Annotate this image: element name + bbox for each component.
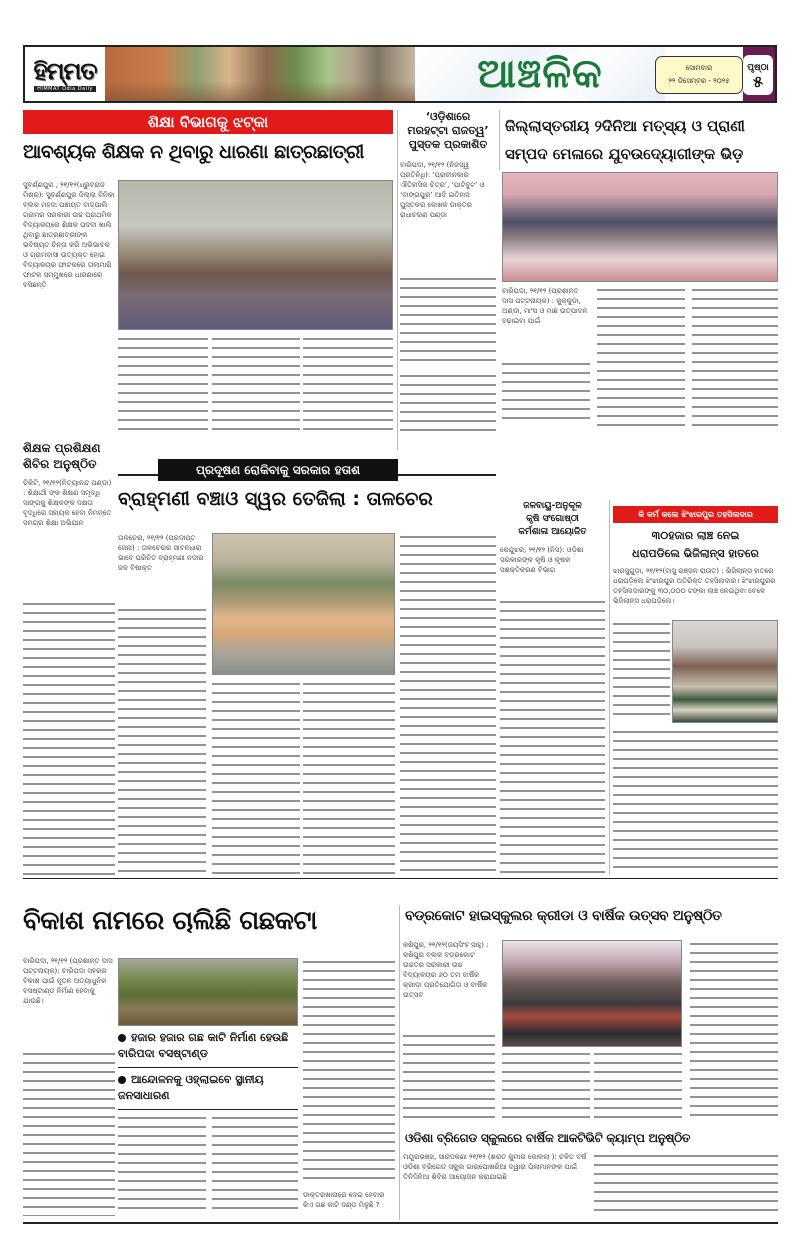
book-headline-line: ମରହଟ୍ଟା ରାଜତ୍ୱ’: [407, 124, 489, 137]
trees-bullet-text: ହଜାର ହଜାର ଗଛ କାଟି ନିର୍ମାଣ ହେଉଛି ବାରିପଦା ବସଷ୍ଟାଣ୍ଡ: [118, 1031, 289, 1060]
teacher-training-headline: [23, 440, 115, 472]
bribe-kicker: କି କର୍ମ କଲେ ଝିଂଝାରପୁର ତହସିଲଦାର: [613, 506, 778, 523]
bribe-headline: [613, 527, 778, 563]
trees-bullet-2: [118, 1072, 298, 1104]
sports-body-col1: [403, 1032, 495, 1122]
krishi-headline-line: ଜଳବାୟୁ-ଅନୁକୂଳ: [523, 501, 582, 511]
brahmani-kicker: ପ୍ରଦୂଷଣ ରୋକିବାକୁ ସରକାର ହତାଶ: [158, 459, 398, 481]
logo-subtitle: HIMMAT Odia Daily: [34, 86, 96, 92]
trees-closing: ଡାକ୍ତରଖାନାରେ ଦେଇ ହେବାର କିଏ ଗଛ କାଟି ଦଣ୍ଡ ମିଳୁଛି ?: [303, 1191, 385, 1209]
education-headline: ଆବଶ୍ୟକ ଶିକ୍ଷକ ନ ଥିବାରୁ ଧାରଣା ଛାତ୍ରଛାତ୍ରୀ: [23, 141, 364, 163]
bullet-divider: [118, 1067, 298, 1068]
day-label: ସୋମବାର: [685, 64, 713, 72]
bribe-headline-line: ୩୦ହଜାର ଲାଞ୍ଚ ନେଇ: [651, 529, 740, 542]
education-body-col3: [212, 335, 300, 435]
brahmani-dateline: ତାଳଚେର, ୨୧/୧୨ (ପ୍ରଦୀପ୍ତ ଜେନା) : ତାଳଚେରର ଜୀବନଧାରା ଭାବେ ପରିଚିତ ବ୍ରାହ୍ମଣୀ ନଦୀର ଜଳ ବିଷାକ୍ତ: [118, 534, 204, 572]
teacher-training-headline-line: ଶିବିର ଅନୁଷ୍ଠିତ: [23, 457, 97, 471]
trees-bullet-1: [118, 1030, 298, 1062]
fish-fair-body-cont1: [400, 372, 496, 432]
sports-trophy-photo: [502, 940, 682, 1047]
teacher-training-dateline: ଚିକିଟି, ୨୧/୧୨(ନିତ୍ୟାନନ୍ଦ ପଣ୍ଡା) : ଶିକ୍ଷାର୍ଥୀ ଙ୍କ ଶିକ୍ଷଣ ସମୃଦ୍ଧି ସାଙ୍ଗକୁ ଶିକ୍ଷକଙ୍କ ଦକ୍ଷତା ବୃଦ୍ଧିରେ ସହାୟକ ହେବା ନିମନ୍ତେ ସମଗ୍ର ଶିକ୍ଷା ଅଭିଯାନ: [23, 479, 112, 527]
brahmani-river-photo: [212, 533, 395, 675]
logo-text: ହିମ୍ମତ: [33, 56, 97, 85]
date-box: [655, 56, 743, 94]
bribe-body-col1: [613, 620, 670, 720]
fish-fair-photo: [502, 172, 778, 282]
trees-body-col1: [23, 1050, 115, 1216]
date-label: ୨୨ ଡିସେମ୍ବର - ୨୦୨୫: [668, 77, 730, 85]
teacher-training-body: [23, 600, 115, 880]
education-body-col4: [303, 335, 393, 435]
bribe-body-col2: [613, 728, 778, 875]
column-separator: [609, 500, 610, 875]
trees-body-col2: [118, 1114, 206, 1216]
section-title-box: [415, 47, 665, 101]
fish-fair-headline-line: ସମ୍ପଦ ମେଳାରେ ଯୁବଉଦ୍ୟୋଗୀଙ୍କ ଭିଡ଼: [505, 145, 744, 163]
brahmani-body-col1: [118, 606, 206, 875]
bribe-accused-photo: [672, 620, 778, 723]
sports-body-col2: [502, 1050, 590, 1122]
book-dateline: ବାରିପଦା, ୨୧/୧୨ (ନିଜସ୍ୱ ପ୍ରତିନିଧି): ‘ପ୍ରାଚୀନକାର ଐତିହାସିକ ଚିତ୍ର’, ‘ପାଟିବୁଟ’ ଓ ‘ବାଙ୍ଗପୁର’ ଆଦି ଇତିହାସ ପୁସ୍ତକର ଲେଖକ ଡାକ୍ତର ରାଧାଚରଣ ପଣ୍ଡା: [400, 161, 485, 219]
trees-headline: ବିକାଶ ନାମରେ ଚାଲିଛି ଗଛକଟା: [23, 906, 317, 936]
column-separator: [397, 110, 398, 450]
sports-headline: ବଡ୍ରକୋଟ ହାଇସ୍କୁଲର କ୍ରୀଡା ଓ ବାର୍ଷିକ ଉତ୍ସବ ଅନୁଷ୍ଠିତ: [405, 908, 722, 924]
newspaper-logo: [25, 47, 105, 101]
krishi-dateline: କେନ୍ଦୁଝର, ୨୧/୧୨ (ନିସ): ଓଡ଼ିଶା ସରକାରଙ୍କ କୃଷି ଓ କୃଷକ ସଶକ୍ତିକରଣ ବିଭାଗ: [500, 546, 584, 574]
bullet-divider: [118, 1109, 298, 1110]
fish-fair-body-col3: [692, 286, 778, 426]
masthead: [23, 45, 777, 103]
education-dateline: ସୁବର୍ଣ୍ଣପୁର , ୨୧/୧୨(ଧ୍ରୁବରାଜ ମିଶ୍ର): ସୁବର୍ଣ୍ଣପୁର ଜିଲ୍ଲା ବିନିକା ବ୍ଲକ ମହଦା ପଞ୍ଚାୟତ ବାଦ୍‌ପାଲି ଗ୍ରାମର ସରକାରୀ ଉଚ୍ଚ ପ୍ରାଥମିକ ବିଦ୍ୟାଳୟରେ ଶିକ୍ଷକ ପଦବୀ ଖାଲି ଥିବାରୁ ଛାତ୍ରଛାତ୍ରୀଙ୍କ ଭବିଷ୍ୟତ ଚିନ୍ତା କରି ଅଭିଭାବକ ଓ ଗ୍ରାମବାସୀ ଉତ୍ୟକ୍ତ ହୋଇ ବିଦ୍ୟାଳୟର ଫାଟକରେ ତାଲାମାରି ଫାଟକ ସମ୍ମୁଖରେ ଧାରଣାରେ ବସିଛନ୍ତି: [23, 181, 115, 289]
sports-body-col4: [690, 940, 778, 1122]
fish-fair-body-col2: [597, 286, 685, 426]
education-kicker: ଶିକ୍ଷା ବିଭାଗକୁ ଝଟ୍‌କା: [23, 110, 393, 134]
brahmani-kicker-rule: [118, 474, 158, 476]
bribe-headline-line: ଧରାପଡିଲେ ଭିଜିଲାନ୍ସ ହାତରେ: [632, 547, 759, 560]
bullet-icon: [118, 1034, 126, 1042]
trees-bullet-text: ଆନ୍ଦୋଳନକୁ ଓହ୍ଲାଇବେ ସ୍ଥାନୀୟ ଜନସାଧାରଣ: [118, 1073, 264, 1102]
brahmani-body-col4: [400, 533, 496, 875]
brigade-dateline: ମୟୂରଭଞ୍ଜ, ସାରଦକଣା ୨୧/୧୨ (ଶରତ କୁମାର କୋଳଲା ): ଚଳିତ ବର୍ଷ ଓଡିଶା ବ୍ରିଗେଡ ସ୍କୁଲ ଗାରପୋଖରିଆ ଦ୍ୱାରା ପିଲାମାନଙ୍କ ପାଇଁ ତିନିଦିନିଆ ଶିବିର ଆୟୋଜନ କରାଯାଇଛି: [403, 1153, 587, 1181]
brigade-headline: ଓଡିଶା ବ୍ରିଗେଡ ସ୍କୁଲରେ ବାର୍ଷିକ ଆକଟିଭିଟି କ୍ୟାମ୍ପ ଅନୁଷ୍ଠିତ: [405, 1131, 691, 1145]
fish-fair-headline: [505, 112, 778, 168]
trees-body-col3: [212, 1114, 298, 1216]
section-title: ଆଞ୍ଚଳିକ: [477, 51, 603, 97]
page-number: ୫: [753, 72, 763, 91]
book-headline-line: ପୁସ୍ତକ ପ୍ରକାଶିତ: [408, 138, 488, 151]
fish-fair-dateline: ବାରିପଦା, ୨୧/୧୨ (ପ୍ରଶାନ୍ତ ଦାସ ପଟ୍ଟନାୟକ) : କୁକ୍କୁଡ଼ା, ଅଣ୍ଡା, ମାଂସ ଓ ମାଛ ଉତ୍ପାଦନ ବଢ଼ାଇବା ପାଇଁ: [502, 287, 588, 325]
fish-fair-body-col1: [502, 360, 590, 426]
fish-fair-headline-line: ଜିଲ୍ଲାସ୍ତରୀୟ ୨ଦିନିଆ ମତ୍ସ୍ୟ ଓ ପ୍ରାଣୀ: [505, 117, 745, 135]
education-photo: [118, 180, 393, 330]
book-headline: [400, 110, 496, 152]
section-divider: [23, 878, 778, 879]
bribe-dateline: ଝାରସୁଗୁଡ଼ା, ୨୧/୧୨(ବାସୁ ରଞ୍ଜନ ରାଉତ) : ଭିଜିଲାନ୍ସ ହାତରେ ଧରାପଡ଼ିଲେ ଝିଂଝାରପୁର ଅତିରିକ୍ତ ତହସିଲଦାର। ଝିଂଝାରପୁରର ତହସିଲଦାରଙ୍କୁ ୩୦,୦୦୦ ଟଙ୍କା ଲାଞ୍ଚ ନେଉଥିବା ବେଳେ ଭିଜିଲାନ୍ସ ଧରାପଡ଼ିଲେ।: [613, 567, 776, 605]
sports-dateline: କଶିପୁର, ୨୧/୧୨(ଜୟସିଂହ ସାହୁ) : କଶିପୁର ବ୍ଲକ ବଡ୍ରକୋଟ ଉଚ୍ଚତର ସରକାରୀ ଉଚ୍ଚ ବିଦ୍ୟାଳୟର ୬୦ ତମ ବାର୍ଷିକ କ୍ରୀଡ଼ା ପ୍ରତିଯୋଗିତା ଓ ବାର୍ଷିକ ଉତ୍ସବ: [403, 941, 489, 999]
krishi-headline: [500, 500, 605, 539]
krishi-body: [500, 598, 605, 875]
education-body-col2: [118, 335, 208, 435]
page-label: ପୃଷ୍ଠା: [747, 63, 769, 73]
brahmani-body-col3: [303, 680, 395, 875]
krishi-headline-line: କୃଷି ସଂଗୋଷ୍ଠୀ: [526, 514, 579, 524]
brahmani-headline: ବ୍ରାହ୍ମଣୀ ବଞ୍ଚାଓ ସ୍ୱର ତେଜିଲା : ତାଳଚେର: [118, 488, 433, 510]
masthead-banner-photo: [105, 47, 415, 101]
teacher-training-headline-line: ଶିକ୍ଷକ ପ୍ରଶିକ୍ଷଣ: [23, 441, 101, 455]
brahmani-kicker-rule: [398, 474, 496, 476]
brahmani-body-col2: [212, 680, 300, 875]
page-number-box: [743, 55, 773, 95]
sports-body-col3: [594, 1050, 682, 1122]
bullet-icon: [118, 1076, 126, 1084]
trees-body-col4: [303, 958, 395, 1186]
krishi-headline-line: କର୍ମଶାଳା ଆୟୋଜିତ: [518, 527, 587, 537]
book-headline-line: ‘ଓଡ଼ିଶାରେ: [425, 110, 471, 123]
book-body: [400, 275, 496, 365]
column-separator: [399, 905, 400, 1220]
column-separator: [499, 110, 500, 170]
brigade-body-col2: [594, 1152, 778, 1212]
trees-cutting-photo: [118, 958, 298, 1026]
page-bottom-rule: [23, 1222, 778, 1224]
trees-dateline: ବାରିପଦା, ୨୧/୧୨ (ପ୍ରଶାନ୍ତ ଦାସ ପଟ୍ଟନାୟକ): ବାରିପଦା ସହରର ବିକାଶ ପାଇଁ ନୂତନ ଅତ୍ୟାଧୁନିକ ବସଷ୍ଟାଣ୍ଡ ନିର୍ମାଣ ହେବାକୁ ଯାଉଛି।: [23, 957, 113, 1005]
